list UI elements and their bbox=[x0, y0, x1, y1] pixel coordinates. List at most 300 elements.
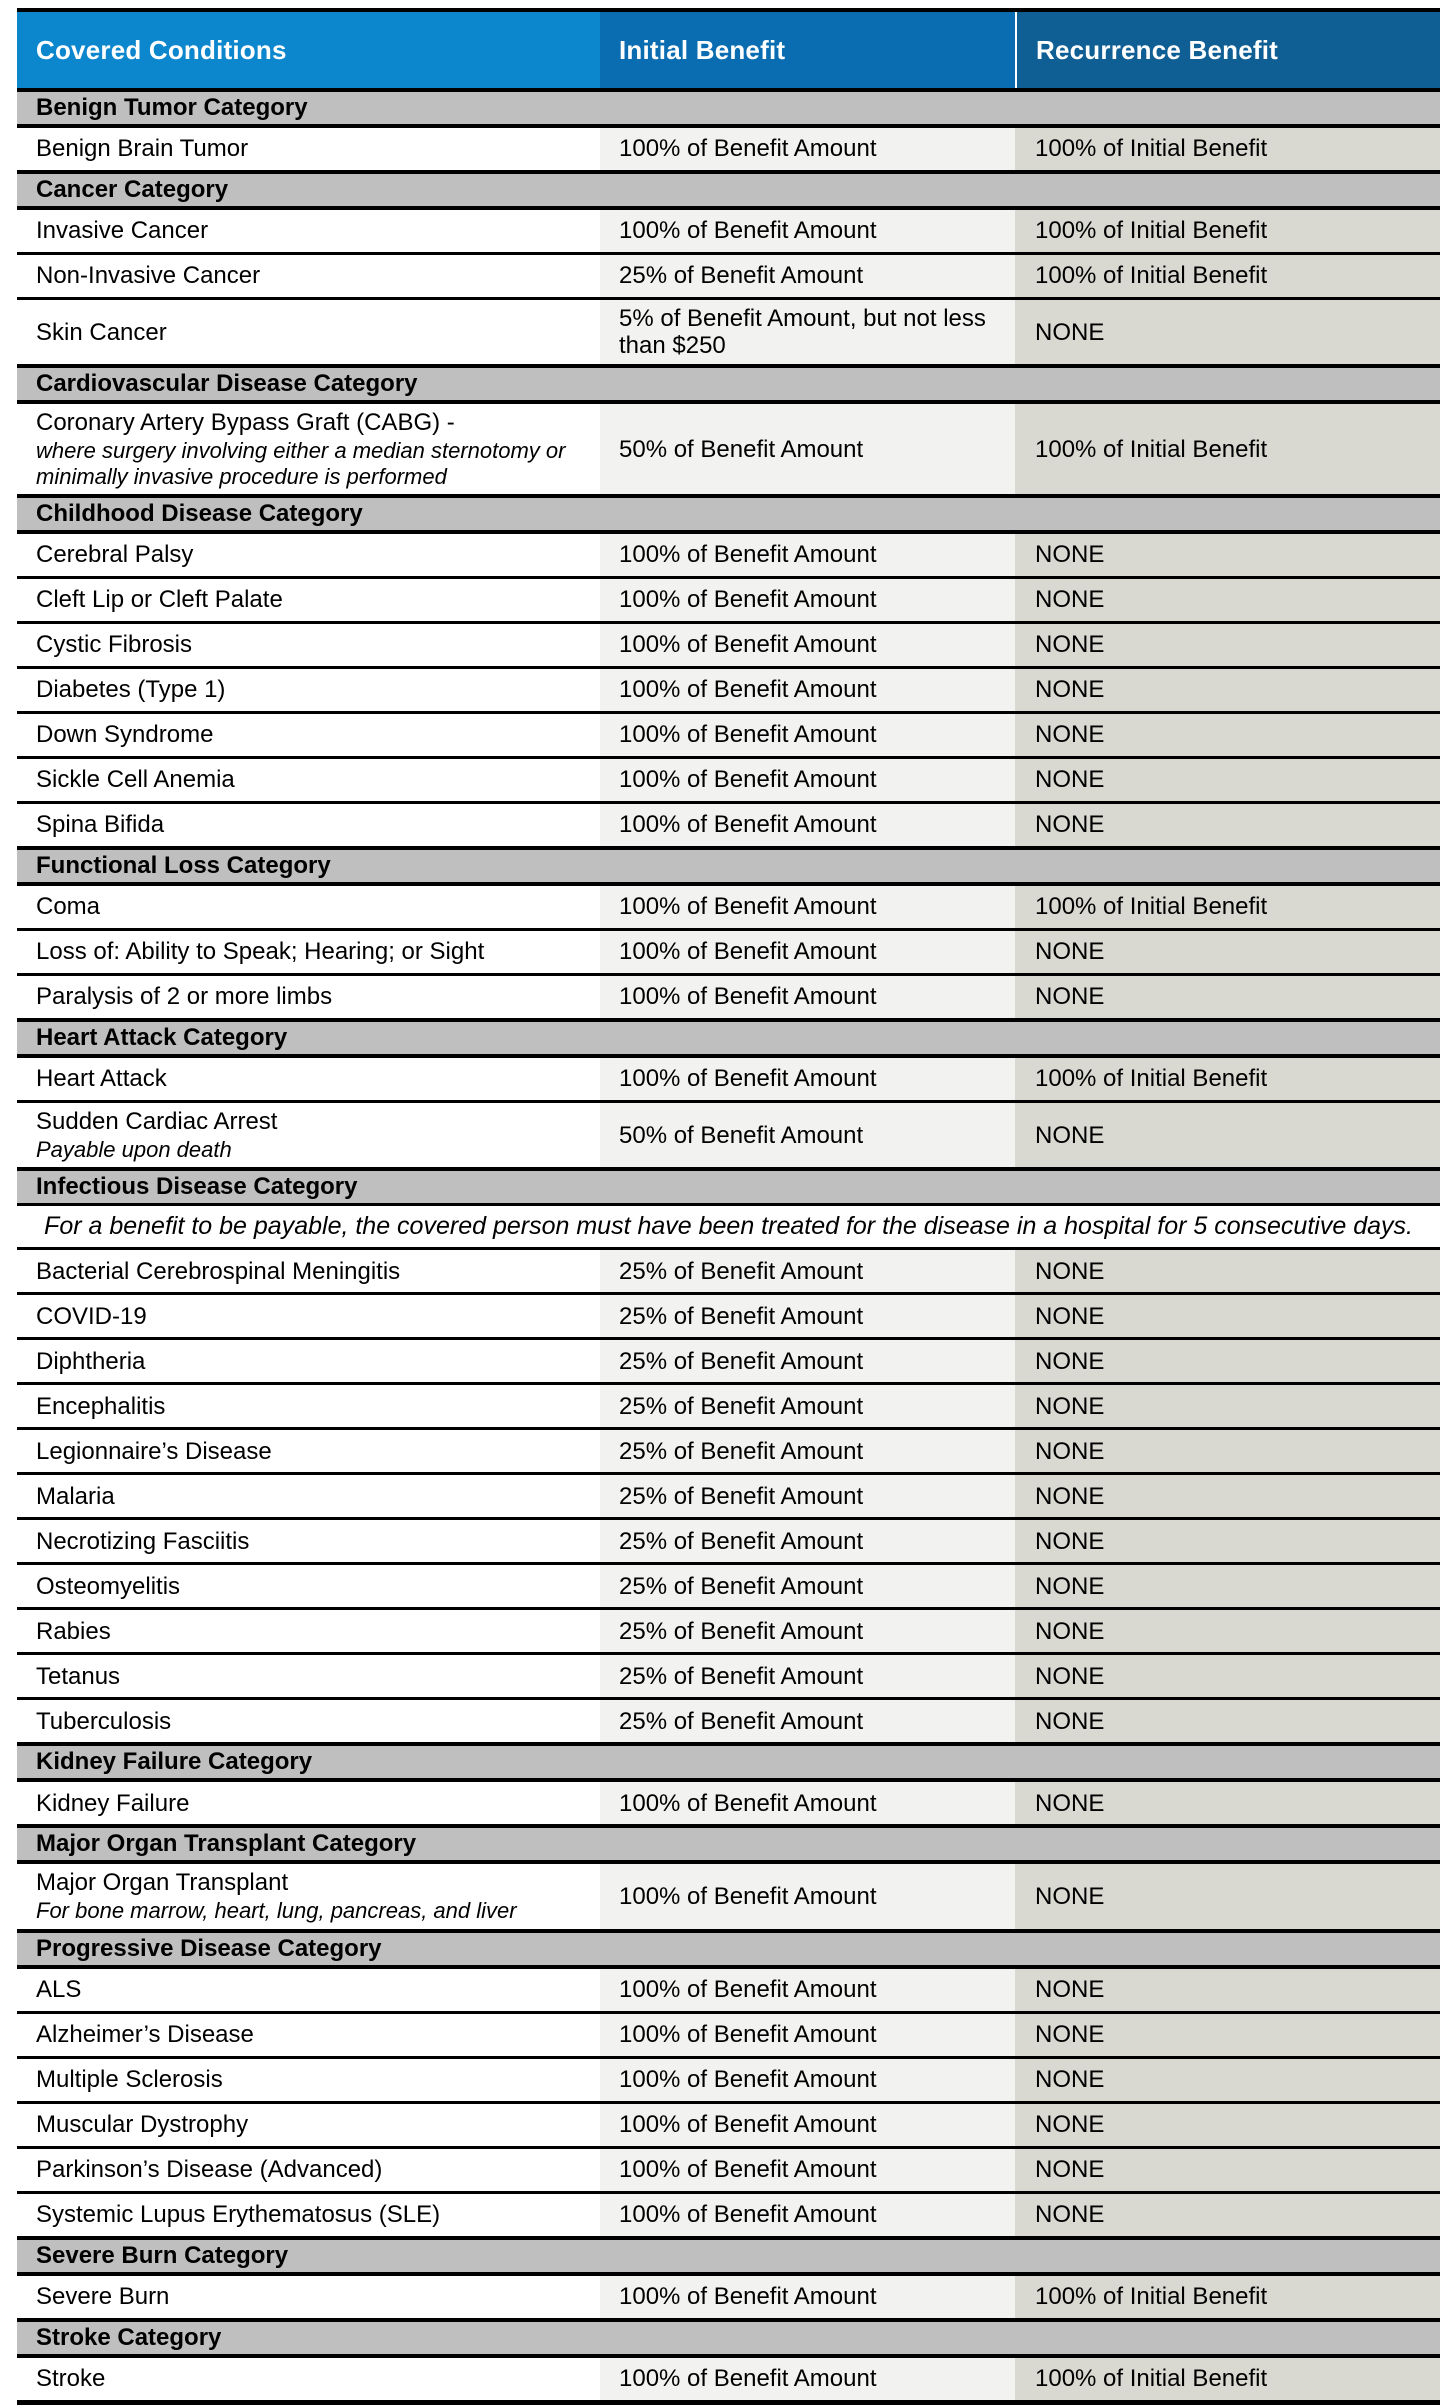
recurrence-benefit-value: NONE bbox=[1035, 766, 1105, 794]
table-row bbox=[17, 1778, 1440, 1824]
condition-cell bbox=[17, 1864, 600, 1928]
initial-benefit-value: 100% of Benefit Amount bbox=[619, 1789, 877, 1817]
recurrence-benefit-value: NONE bbox=[1035, 318, 1105, 346]
recurrence-benefit-cell bbox=[1015, 1430, 1440, 1472]
initial-benefit-value: 100% of Benefit Amount bbox=[619, 676, 877, 704]
recurrence-benefit-cell bbox=[1015, 931, 1440, 973]
initial-benefit-value: 100% of Benefit Amount bbox=[619, 983, 877, 1011]
table-row bbox=[17, 928, 1440, 973]
condition-name: Sickle Cell Anemia bbox=[36, 766, 235, 794]
condition-cell bbox=[17, 1475, 600, 1517]
recurrence-benefit-value: NONE bbox=[1035, 1617, 1105, 1645]
recurrence-benefit-value: NONE bbox=[1035, 721, 1105, 749]
initial-benefit-cell bbox=[600, 404, 1015, 494]
condition-cell bbox=[17, 1700, 600, 1742]
column-header-covered-conditions bbox=[17, 12, 600, 88]
category-row bbox=[17, 846, 1440, 882]
initial-benefit-value: 100% of Benefit Amount bbox=[619, 2156, 877, 2184]
table-row bbox=[17, 576, 1440, 621]
initial-benefit-cell bbox=[600, 931, 1015, 973]
initial-benefit-value: 25% of Benefit Amount bbox=[619, 1482, 864, 1510]
condition-cell bbox=[17, 1250, 600, 1292]
recurrence-benefit-cell bbox=[1015, 1250, 1440, 1292]
recurrence-benefit-value: 100% of Initial Benefit bbox=[1035, 262, 1268, 290]
initial-benefit-value: 100% of Benefit Amount bbox=[619, 1065, 877, 1093]
initial-benefit-value: 100% of Benefit Amount bbox=[619, 766, 877, 794]
recurrence-benefit-value: 100% of Initial Benefit bbox=[1035, 2365, 1268, 2393]
initial-benefit-cell bbox=[600, 2104, 1015, 2146]
recurrence-benefit-value: NONE bbox=[1035, 1527, 1105, 1555]
condition-name: ALS bbox=[36, 1976, 82, 2004]
table-row bbox=[17, 1652, 1440, 1697]
condition-cell bbox=[17, 669, 600, 711]
initial-benefit-cell bbox=[600, 624, 1015, 666]
section-note-text: For a benefit to be payable, the covered person must have been treated for the disease in a hospital for 5 consecutive days. bbox=[44, 1212, 1413, 1241]
condition-cell bbox=[17, 1782, 600, 1824]
condition-cell bbox=[17, 886, 600, 928]
category-row bbox=[17, 2236, 1440, 2272]
condition-name: Down Syndrome bbox=[36, 721, 214, 749]
initial-benefit-cell bbox=[600, 1782, 1015, 1824]
initial-benefit-cell bbox=[600, 804, 1015, 846]
initial-benefit-value: 100% of Benefit Amount bbox=[619, 217, 877, 245]
initial-benefit-value: 25% of Benefit Amount bbox=[619, 1347, 864, 1375]
recurrence-benefit-value: NONE bbox=[1035, 1707, 1105, 1735]
table-row bbox=[17, 1054, 1440, 1100]
table-row bbox=[17, 2101, 1440, 2146]
table-row bbox=[17, 882, 1440, 928]
initial-benefit-cell bbox=[600, 2358, 1015, 2400]
condition-cell bbox=[17, 2358, 600, 2400]
condition-name: Alzheimer’s Disease bbox=[36, 2021, 254, 2049]
condition-name: Major Organ Transplant bbox=[36, 1869, 289, 1897]
initial-benefit-cell bbox=[600, 2059, 1015, 2101]
initial-benefit-cell bbox=[600, 579, 1015, 621]
category-row bbox=[17, 364, 1440, 400]
category-label: Kidney Failure Category bbox=[36, 1748, 313, 1776]
recurrence-benefit-cell bbox=[1015, 210, 1440, 252]
category-row bbox=[17, 1018, 1440, 1054]
table-row bbox=[17, 621, 1440, 666]
condition-name: Rabies bbox=[36, 1617, 111, 1645]
recurrence-benefit-cell bbox=[1015, 886, 1440, 928]
initial-benefit-value: 25% of Benefit Amount bbox=[619, 1527, 864, 1555]
initial-benefit-cell bbox=[600, 1655, 1015, 1697]
condition-cell bbox=[17, 210, 600, 252]
condition-name: Paralysis of 2 or more limbs bbox=[36, 983, 333, 1011]
condition-cell bbox=[17, 2014, 600, 2056]
recurrence-benefit-cell bbox=[1015, 976, 1440, 1018]
condition-cell bbox=[17, 404, 600, 494]
recurrence-benefit-cell bbox=[1015, 2194, 1440, 2236]
initial-benefit-cell bbox=[600, 210, 1015, 252]
recurrence-benefit-value: NONE bbox=[1035, 1882, 1105, 1910]
condition-cell bbox=[17, 1385, 600, 1427]
table-row bbox=[17, 1697, 1440, 1742]
condition-name: Non-Invasive Cancer bbox=[36, 262, 261, 290]
condition-name: Bacterial Cerebrospinal Meningitis bbox=[36, 1257, 401, 1285]
recurrence-benefit-value: NONE bbox=[1035, 1662, 1105, 1690]
initial-benefit-cell bbox=[600, 2014, 1015, 2056]
table-row bbox=[17, 400, 1440, 494]
table-row bbox=[17, 1607, 1440, 1652]
category-row bbox=[17, 88, 1440, 124]
recurrence-benefit-value: NONE bbox=[1035, 676, 1105, 704]
condition-cell bbox=[17, 1565, 600, 1607]
initial-benefit-cell bbox=[600, 2194, 1015, 2236]
recurrence-benefit-value: 100% of Initial Benefit bbox=[1035, 2283, 1268, 2311]
category-label: Stroke Category bbox=[36, 2323, 222, 2351]
recurrence-benefit-cell bbox=[1015, 1655, 1440, 1697]
recurrence-benefit-value: 100% of Initial Benefit bbox=[1035, 435, 1268, 463]
initial-benefit-cell bbox=[600, 976, 1015, 1018]
initial-benefit-cell bbox=[600, 1610, 1015, 1652]
recurrence-benefit-cell bbox=[1015, 2358, 1440, 2400]
initial-benefit-value: 100% of Benefit Amount bbox=[619, 541, 877, 569]
table-row bbox=[17, 973, 1440, 1018]
initial-benefit-value: 100% of Benefit Amount bbox=[619, 938, 877, 966]
initial-benefit-value: 25% of Benefit Amount bbox=[619, 1392, 864, 1420]
condition-name: Diabetes (Type 1) bbox=[36, 676, 226, 704]
table-row bbox=[17, 2056, 1440, 2101]
table-row bbox=[17, 1247, 1440, 1292]
recurrence-benefit-value: NONE bbox=[1035, 1437, 1105, 1465]
category-label: Infectious Disease Category bbox=[36, 1173, 358, 1201]
condition-name: Sudden Cardiac Arrest bbox=[36, 1107, 278, 1135]
recurrence-benefit-cell bbox=[1015, 2149, 1440, 2191]
condition-cell bbox=[17, 1430, 600, 1472]
recurrence-benefit-cell bbox=[1015, 579, 1440, 621]
condition-cell bbox=[17, 534, 600, 576]
initial-benefit-cell bbox=[600, 1864, 1015, 1928]
recurrence-benefit-cell bbox=[1015, 1295, 1440, 1337]
recurrence-benefit-cell bbox=[1015, 2059, 1440, 2101]
initial-benefit-cell bbox=[600, 1430, 1015, 1472]
recurrence-benefit-value: NONE bbox=[1035, 1976, 1105, 2004]
table-row bbox=[17, 1965, 1440, 2011]
initial-benefit-value: 25% of Benefit Amount bbox=[619, 1662, 864, 1690]
initial-benefit-value: 100% of Benefit Amount bbox=[619, 1882, 877, 1910]
condition-name: Cleft Lip or Cleft Palate bbox=[36, 586, 283, 614]
recurrence-benefit-cell bbox=[1015, 404, 1440, 494]
recurrence-benefit-cell bbox=[1015, 1969, 1440, 2011]
initial-benefit-value: 100% of Benefit Amount bbox=[619, 2365, 877, 2393]
recurrence-benefit-value: 100% of Initial Benefit bbox=[1035, 1065, 1268, 1093]
recurrence-benefit-cell bbox=[1015, 255, 1440, 297]
initial-benefit-value: 100% of Benefit Amount bbox=[619, 2066, 877, 2094]
table-row bbox=[17, 666, 1440, 711]
column-header-label: Recurrence Benefit bbox=[1036, 34, 1279, 65]
recurrence-benefit-value: NONE bbox=[1035, 541, 1105, 569]
recurrence-benefit-cell bbox=[1015, 128, 1440, 170]
initial-benefit-value: 100% of Benefit Amount bbox=[619, 2021, 877, 2049]
recurrence-benefit-cell bbox=[1015, 759, 1440, 801]
condition-cell bbox=[17, 624, 600, 666]
table-row bbox=[17, 2011, 1440, 2056]
condition-name: COVID-19 bbox=[36, 1302, 147, 1330]
category-row bbox=[17, 1824, 1440, 1860]
initial-benefit-value: 100% of Benefit Amount bbox=[619, 2201, 877, 2229]
recurrence-benefit-value: NONE bbox=[1035, 1392, 1105, 1420]
recurrence-benefit-value: NONE bbox=[1035, 1482, 1105, 1510]
table-header-row bbox=[17, 12, 1440, 88]
category-label: Childhood Disease Category bbox=[36, 499, 363, 527]
condition-name: Invasive Cancer bbox=[36, 217, 209, 245]
initial-benefit-cell bbox=[600, 2276, 1015, 2318]
column-header-label: Initial Benefit bbox=[619, 34, 786, 65]
condition-name: Parkinson’s Disease (Advanced) bbox=[36, 2156, 383, 2184]
table-row bbox=[17, 297, 1440, 364]
condition-cell bbox=[17, 714, 600, 756]
recurrence-benefit-value: NONE bbox=[1035, 586, 1105, 614]
initial-benefit-cell bbox=[600, 255, 1015, 297]
table-row bbox=[17, 206, 1440, 252]
recurrence-benefit-value: NONE bbox=[1035, 1121, 1105, 1149]
condition-cell bbox=[17, 1058, 600, 1100]
recurrence-benefit-cell bbox=[1015, 2104, 1440, 2146]
recurrence-benefit-value: 100% of Initial Benefit bbox=[1035, 893, 1268, 921]
condition-cell bbox=[17, 976, 600, 1018]
initial-benefit-cell bbox=[600, 1475, 1015, 1517]
condition-name: Multiple Sclerosis bbox=[36, 2066, 223, 2094]
condition-name: Systemic Lupus Erythematosus (SLE) bbox=[36, 2201, 441, 2229]
recurrence-benefit-cell bbox=[1015, 714, 1440, 756]
condition-name: Encephalitis bbox=[36, 1392, 166, 1420]
condition-cell bbox=[17, 2276, 600, 2318]
condition-cell bbox=[17, 931, 600, 973]
initial-benefit-value: 100% of Benefit Amount bbox=[619, 2283, 877, 2311]
initial-benefit-cell bbox=[600, 1340, 1015, 1382]
condition-cell bbox=[17, 1340, 600, 1382]
initial-benefit-cell bbox=[600, 886, 1015, 928]
initial-benefit-cell bbox=[600, 1700, 1015, 1742]
initial-benefit-value: 100% of Benefit Amount bbox=[619, 811, 877, 839]
initial-benefit-cell bbox=[600, 759, 1015, 801]
condition-name: Necrotizing Fasciitis bbox=[36, 1527, 250, 1555]
recurrence-benefit-value: NONE bbox=[1035, 2201, 1105, 2229]
condition-name: Spina Bifida bbox=[36, 811, 165, 839]
initial-benefit-value: 25% of Benefit Amount bbox=[619, 1617, 864, 1645]
table-row bbox=[17, 1292, 1440, 1337]
initial-benefit-value: 25% of Benefit Amount bbox=[619, 262, 864, 290]
initial-benefit-cell bbox=[600, 128, 1015, 170]
condition-cell bbox=[17, 255, 600, 297]
recurrence-benefit-cell bbox=[1015, 1385, 1440, 1427]
table-row bbox=[17, 1100, 1440, 1167]
condition-cell bbox=[17, 1655, 600, 1697]
condition-cell bbox=[17, 1610, 600, 1652]
condition-cell bbox=[17, 300, 600, 364]
recurrence-benefit-value: NONE bbox=[1035, 1302, 1105, 1330]
recurrence-benefit-value: NONE bbox=[1035, 1347, 1105, 1375]
table-row bbox=[17, 2191, 1440, 2236]
recurrence-benefit-value: NONE bbox=[1035, 983, 1105, 1011]
condition-note: For bone marrow, heart, lung, pancreas, and liver bbox=[36, 1898, 517, 1924]
condition-name: Malaria bbox=[36, 1482, 115, 1510]
recurrence-benefit-cell bbox=[1015, 1103, 1440, 1167]
initial-benefit-cell bbox=[600, 1565, 1015, 1607]
covered-conditions-table bbox=[17, 8, 1440, 2405]
initial-benefit-cell bbox=[600, 1103, 1015, 1167]
initial-benefit-value: 50% of Benefit Amount bbox=[619, 435, 864, 463]
table-row bbox=[17, 2272, 1440, 2318]
initial-benefit-value: 100% of Benefit Amount bbox=[619, 1976, 877, 2004]
recurrence-benefit-value: NONE bbox=[1035, 631, 1105, 659]
condition-name: Severe Burn bbox=[36, 2283, 170, 2311]
condition-name: Skin Cancer bbox=[36, 318, 167, 346]
recurrence-benefit-cell bbox=[1015, 669, 1440, 711]
category-label: Benign Tumor Category bbox=[36, 94, 308, 121]
recurrence-benefit-cell bbox=[1015, 1610, 1440, 1652]
initial-benefit-value: 100% of Benefit Amount bbox=[619, 721, 877, 749]
table-row bbox=[17, 756, 1440, 801]
initial-benefit-cell bbox=[600, 534, 1015, 576]
table-row bbox=[17, 711, 1440, 756]
recurrence-benefit-value: NONE bbox=[1035, 2111, 1105, 2139]
condition-name: Loss of: Ability to Speak; Hearing; or Sight bbox=[36, 938, 485, 966]
category-label: Cancer Category bbox=[36, 176, 229, 203]
initial-benefit-cell bbox=[600, 714, 1015, 756]
initial-benefit-cell bbox=[600, 2149, 1015, 2191]
category-label: Major Organ Transplant Category bbox=[36, 1830, 417, 1858]
initial-benefit-cell bbox=[600, 300, 1015, 364]
initial-benefit-value: 50% of Benefit Amount bbox=[619, 1121, 864, 1149]
table-row bbox=[17, 124, 1440, 170]
initial-benefit-cell bbox=[600, 1385, 1015, 1427]
initial-benefit-value: 100% of Benefit Amount bbox=[619, 631, 877, 659]
condition-name: Coronary Artery Bypass Graft (CABG) - bbox=[36, 409, 455, 437]
condition-cell bbox=[17, 804, 600, 846]
table-row bbox=[17, 801, 1440, 846]
recurrence-benefit-cell bbox=[1015, 1565, 1440, 1607]
recurrence-benefit-cell bbox=[1015, 1782, 1440, 1824]
table-row bbox=[17, 1427, 1440, 1472]
initial-benefit-cell bbox=[600, 669, 1015, 711]
recurrence-benefit-cell bbox=[1015, 804, 1440, 846]
condition-cell bbox=[17, 759, 600, 801]
condition-cell bbox=[17, 1520, 600, 1562]
condition-name: Cystic Fibrosis bbox=[36, 631, 193, 659]
table-row bbox=[17, 1382, 1440, 1427]
recurrence-benefit-cell bbox=[1015, 1058, 1440, 1100]
table-body bbox=[17, 88, 1440, 2400]
initial-benefit-value: 100% of Benefit Amount bbox=[619, 586, 877, 614]
initial-benefit-value: 25% of Benefit Amount bbox=[619, 1707, 864, 1735]
condition-cell bbox=[17, 2104, 600, 2146]
category-row bbox=[17, 2318, 1440, 2354]
category-label: Heart Attack Category bbox=[36, 1023, 288, 1051]
condition-cell bbox=[17, 2149, 600, 2191]
recurrence-benefit-cell bbox=[1015, 1700, 1440, 1742]
recurrence-benefit-cell bbox=[1015, 1864, 1440, 1928]
column-header-label: Covered Conditions bbox=[36, 34, 287, 65]
condition-cell bbox=[17, 2194, 600, 2236]
condition-cell bbox=[17, 579, 600, 621]
condition-cell bbox=[17, 1103, 600, 1167]
initial-benefit-value: 100% of Benefit Amount bbox=[619, 135, 877, 163]
condition-name: Diphtheria bbox=[36, 1347, 146, 1375]
category-label: Cardiovascular Disease Category bbox=[36, 370, 418, 398]
initial-benefit-cell bbox=[600, 1520, 1015, 1562]
recurrence-benefit-value: NONE bbox=[1035, 938, 1105, 966]
condition-name: Benign Brain Tumor bbox=[36, 135, 249, 163]
initial-benefit-cell bbox=[600, 1969, 1015, 2011]
category-row bbox=[17, 1929, 1440, 1965]
category-row bbox=[17, 170, 1440, 206]
condition-name: Heart Attack bbox=[36, 1065, 167, 1093]
condition-name: Coma bbox=[36, 893, 101, 921]
section-note-row bbox=[17, 1203, 1440, 1247]
table-row bbox=[17, 1562, 1440, 1607]
condition-name: Stroke bbox=[36, 2365, 106, 2393]
condition-name: Tetanus bbox=[36, 1662, 121, 1690]
initial-benefit-value: 25% of Benefit Amount bbox=[619, 1257, 864, 1285]
table-row bbox=[17, 1517, 1440, 1562]
recurrence-benefit-value: 100% of Initial Benefit bbox=[1035, 135, 1268, 163]
condition-cell bbox=[17, 2059, 600, 2101]
initial-benefit-value: 5% of Benefit Amount, but not less than $250 bbox=[619, 305, 986, 360]
recurrence-benefit-cell bbox=[1015, 300, 1440, 364]
table-row bbox=[17, 2146, 1440, 2191]
condition-cell bbox=[17, 128, 600, 170]
category-row bbox=[17, 1167, 1440, 1203]
category-label: Severe Burn Category bbox=[36, 2241, 289, 2269]
initial-benefit-value: 100% of Benefit Amount bbox=[619, 893, 877, 921]
initial-benefit-cell bbox=[600, 1295, 1015, 1337]
recurrence-benefit-value: 100% of Initial Benefit bbox=[1035, 217, 1268, 245]
table-row bbox=[17, 530, 1440, 576]
recurrence-benefit-cell bbox=[1015, 534, 1440, 576]
category-label: Functional Loss Category bbox=[36, 851, 331, 879]
condition-cell bbox=[17, 1295, 600, 1337]
recurrence-benefit-value: NONE bbox=[1035, 2156, 1105, 2184]
condition-name: Tuberculosis bbox=[36, 1707, 172, 1735]
initial-benefit-value: 25% of Benefit Amount bbox=[619, 1302, 864, 1330]
initial-benefit-value: 100% of Benefit Amount bbox=[619, 2111, 877, 2139]
recurrence-benefit-value: NONE bbox=[1035, 1572, 1105, 1600]
category-label: Progressive Disease Category bbox=[36, 1934, 382, 1962]
category-row bbox=[17, 494, 1440, 530]
initial-benefit-cell bbox=[600, 1250, 1015, 1292]
column-header-recurrence-benefit bbox=[1015, 12, 1440, 88]
recurrence-benefit-cell bbox=[1015, 624, 1440, 666]
table-row bbox=[17, 1337, 1440, 1382]
recurrence-benefit-value: NONE bbox=[1035, 1257, 1105, 1285]
condition-note: Payable upon death bbox=[36, 1137, 232, 1163]
condition-name: Legionnaire’s Disease bbox=[36, 1437, 272, 1465]
recurrence-benefit-value: NONE bbox=[1035, 2021, 1105, 2049]
recurrence-benefit-cell bbox=[1015, 2276, 1440, 2318]
condition-cell bbox=[17, 1969, 600, 2011]
recurrence-benefit-value: NONE bbox=[1035, 2066, 1105, 2094]
recurrence-benefit-value: NONE bbox=[1035, 1789, 1105, 1817]
initial-benefit-value: 25% of Benefit Amount bbox=[619, 1572, 864, 1600]
recurrence-benefit-value: NONE bbox=[1035, 811, 1105, 839]
condition-name: Muscular Dystrophy bbox=[36, 2111, 249, 2139]
table-row bbox=[17, 1860, 1440, 1928]
table-row bbox=[17, 2354, 1440, 2400]
condition-note: where surgery involving either a median sternotomy or minimally invasive procedure is performed bbox=[36, 438, 566, 489]
recurrence-benefit-cell bbox=[1015, 2014, 1440, 2056]
condition-name: Cerebral Palsy bbox=[36, 541, 194, 569]
recurrence-benefit-cell bbox=[1015, 1340, 1440, 1382]
recurrence-benefit-cell bbox=[1015, 1475, 1440, 1517]
column-header-initial-benefit bbox=[600, 12, 1015, 88]
initial-benefit-value: 25% of Benefit Amount bbox=[619, 1437, 864, 1465]
category-row bbox=[17, 1742, 1440, 1778]
condition-name: Kidney Failure bbox=[36, 1789, 190, 1817]
initial-benefit-cell bbox=[600, 1058, 1015, 1100]
